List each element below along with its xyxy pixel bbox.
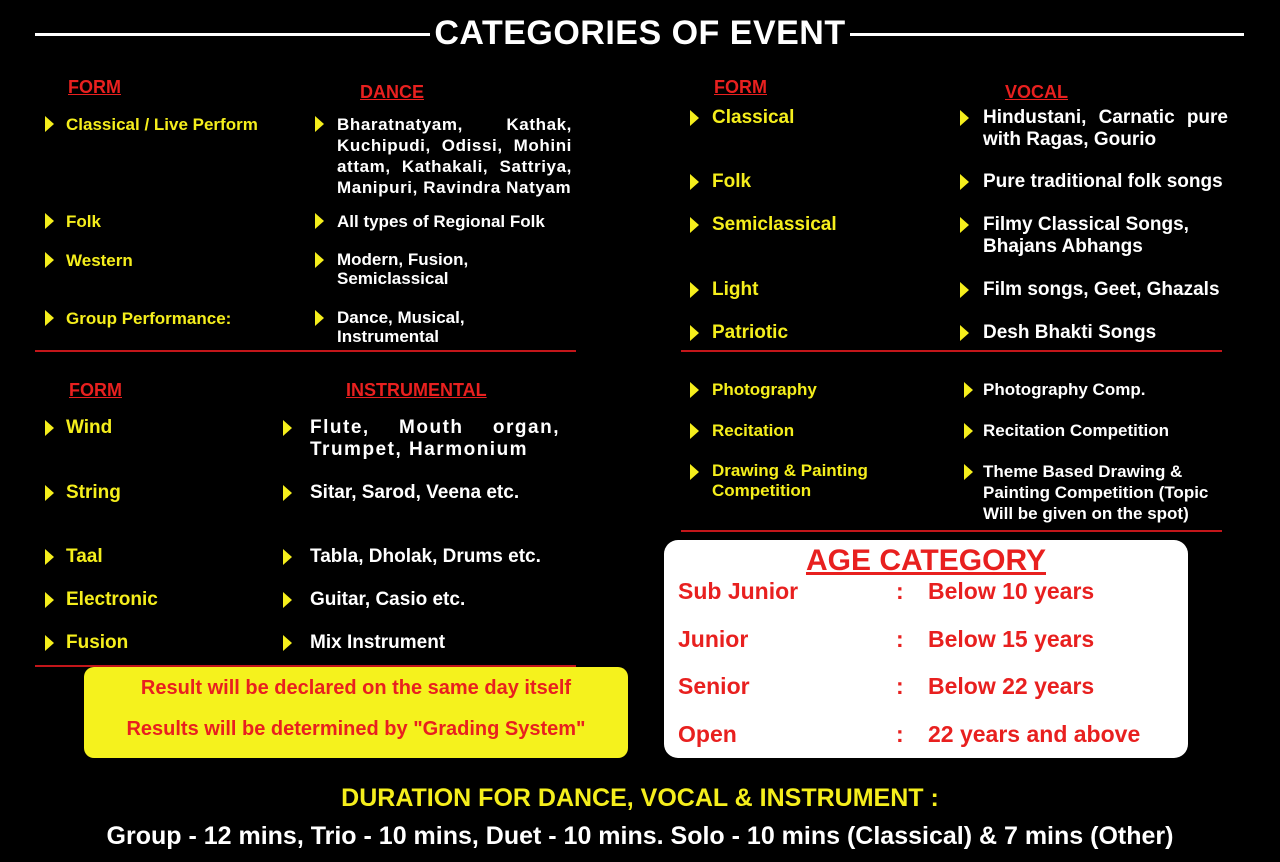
vocal-desc-classical: Hindustani, Carnatic pure with Ragas, Gourio [983, 107, 1228, 150]
arrow-icon [45, 635, 54, 651]
page-title: CATEGORIES OF EVENT [434, 14, 846, 52]
dance-header: DANCE [360, 82, 425, 102]
dance-form-classical: Classical / Live Perform [66, 115, 258, 134]
instrumental-form-wind: Wind [66, 417, 113, 438]
arrow-icon [690, 464, 699, 480]
arrow-icon [45, 485, 54, 501]
vocal-form-semiclassical: Semiclassical [712, 214, 837, 235]
instrumental-desc-wind: Flute, Mouth organ, Trumpet, Harmonium [310, 417, 560, 460]
arrow-icon [315, 252, 324, 268]
arrow-icon [45, 549, 54, 565]
arrow-icon [283, 420, 292, 436]
arrow-icon [45, 252, 54, 268]
age-value-open: 22 years and above [928, 721, 1141, 747]
dance-form-group: Group Performance: [66, 309, 232, 328]
instrumental-form-electronic: Electronic [66, 589, 158, 610]
arrow-icon [283, 485, 292, 501]
instrumental-desc-electronic: Guitar, Casio etc. [310, 589, 466, 610]
age-label-senior: Senior [678, 673, 750, 699]
instrumental-desc-taal: Tabla, Dholak, Drums etc. [310, 546, 541, 567]
arrow-icon [964, 423, 973, 439]
vocal-desc-patriotic: Desh Bhakti Songs [983, 322, 1157, 343]
instrumental-form-taal: Taal [66, 546, 103, 567]
instrumental-form-string: String [66, 482, 121, 503]
arrow-icon [960, 174, 969, 190]
vocal-form-patriotic: Patriotic [712, 322, 789, 343]
dance-desc-group: Dance, Musical, Instrumental [337, 308, 465, 346]
arrow-icon [315, 310, 324, 326]
arrow-icon [690, 110, 699, 126]
age-label-sub-junior: Sub Junior [678, 578, 799, 604]
arrow-icon [960, 217, 969, 233]
result-line-2: Results will be determined by "Grading System" [126, 718, 586, 740]
age-label-open: Open [678, 721, 737, 747]
arrow-icon [690, 217, 699, 233]
arrow-icon [960, 110, 969, 126]
arrow-icon [690, 325, 699, 341]
dance-form-western: Western [66, 251, 133, 270]
instrumental-desc-string: Sitar, Sarod, Veena etc. [310, 482, 520, 503]
vocal-desc-semiclassical: Filmy Classical Songs, Bhajans Abhangs [983, 214, 1189, 257]
vocal-header: VOCAL [1005, 82, 1068, 102]
dance-desc-classical: Bharatnatyam, Kathak, Kuchipudi, Odissi, Mohini attam, Kathakali, Sattriya, Manipuri, Ravindra Natyam [337, 115, 572, 197]
arrow-icon [45, 592, 54, 608]
arrow-icon [45, 310, 54, 326]
arrow-icon [960, 282, 969, 298]
age-category-title: AGE CATEGORY [805, 544, 1046, 577]
age-sep: : [896, 721, 904, 747]
dance-desc-folk: All types of Regional Folk [337, 212, 545, 231]
arrow-icon [315, 213, 324, 229]
other-divider [681, 530, 1222, 532]
arrow-icon [283, 635, 292, 651]
other-form-recitation: Recitation [712, 421, 795, 440]
instrumental-desc-fusion: Mix Instrument [310, 632, 446, 653]
vocal-form-header: FORM [714, 77, 767, 97]
arrow-icon [964, 464, 973, 480]
vocal-form-light: Light [712, 279, 759, 300]
vocal-desc-light: Film songs, Geet, Ghazals [983, 279, 1220, 300]
other-desc-recitation: Recitation Competition [983, 421, 1170, 440]
vocal-divider [681, 350, 1222, 352]
age-value-senior: Below 22 years [928, 673, 1095, 699]
dance-desc-western: Modern, Fusion, Semiclassical [337, 250, 469, 288]
arrow-icon [315, 116, 324, 132]
instrumental-form-fusion: Fusion [66, 632, 129, 653]
other-form-photography: Photography [712, 380, 817, 399]
duration-text: Group - 12 mins, Trio - 10 mins, Duet - 10 mins. Solo - 10 mins (Classical) & 7 mins (Other) [106, 822, 1174, 850]
arrow-icon [45, 116, 54, 132]
age-sep: : [896, 578, 904, 604]
arrow-icon [283, 592, 292, 608]
arrow-icon [45, 213, 54, 229]
vocal-form-classical: Classical [712, 107, 795, 128]
age-value-junior: Below 15 years [928, 626, 1095, 652]
age-sep: : [896, 673, 904, 699]
other-desc-photography: Photography Comp. [983, 380, 1146, 399]
arrow-icon [45, 420, 54, 436]
other-desc-drawing: Theme Based Drawing & Painting Competition (Topic Will be given on the spot) [983, 462, 1209, 523]
arrow-icon [964, 382, 973, 398]
arrow-icon [690, 423, 699, 439]
result-notice-box [84, 667, 628, 758]
arrow-icon [283, 549, 292, 565]
arrow-icon [690, 282, 699, 298]
age-value-sub-junior: Below 10 years [928, 578, 1095, 604]
dance-form-header: FORM [68, 77, 121, 97]
dance-form-folk: Folk [66, 212, 101, 231]
vocal-desc-folk: Pure traditional folk songs [983, 171, 1223, 192]
duration-title: DURATION FOR DANCE, VOCAL & INSTRUMENT : [341, 784, 939, 812]
vocal-form-folk: Folk [712, 171, 752, 192]
age-category-box [664, 540, 1188, 758]
age-sep: : [896, 626, 904, 652]
dance-divider [35, 350, 576, 352]
age-label-junior: Junior [678, 626, 749, 652]
instrumental-header: INSTRUMENTAL [346, 380, 487, 400]
other-form-drawing: Drawing & Painting Competition [712, 461, 868, 500]
instrumental-form-header: FORM [69, 380, 122, 400]
arrow-icon [690, 174, 699, 190]
result-line-1: Result will be declared on the same day itself [140, 677, 572, 699]
arrow-icon [960, 325, 969, 341]
arrow-icon [690, 382, 699, 398]
